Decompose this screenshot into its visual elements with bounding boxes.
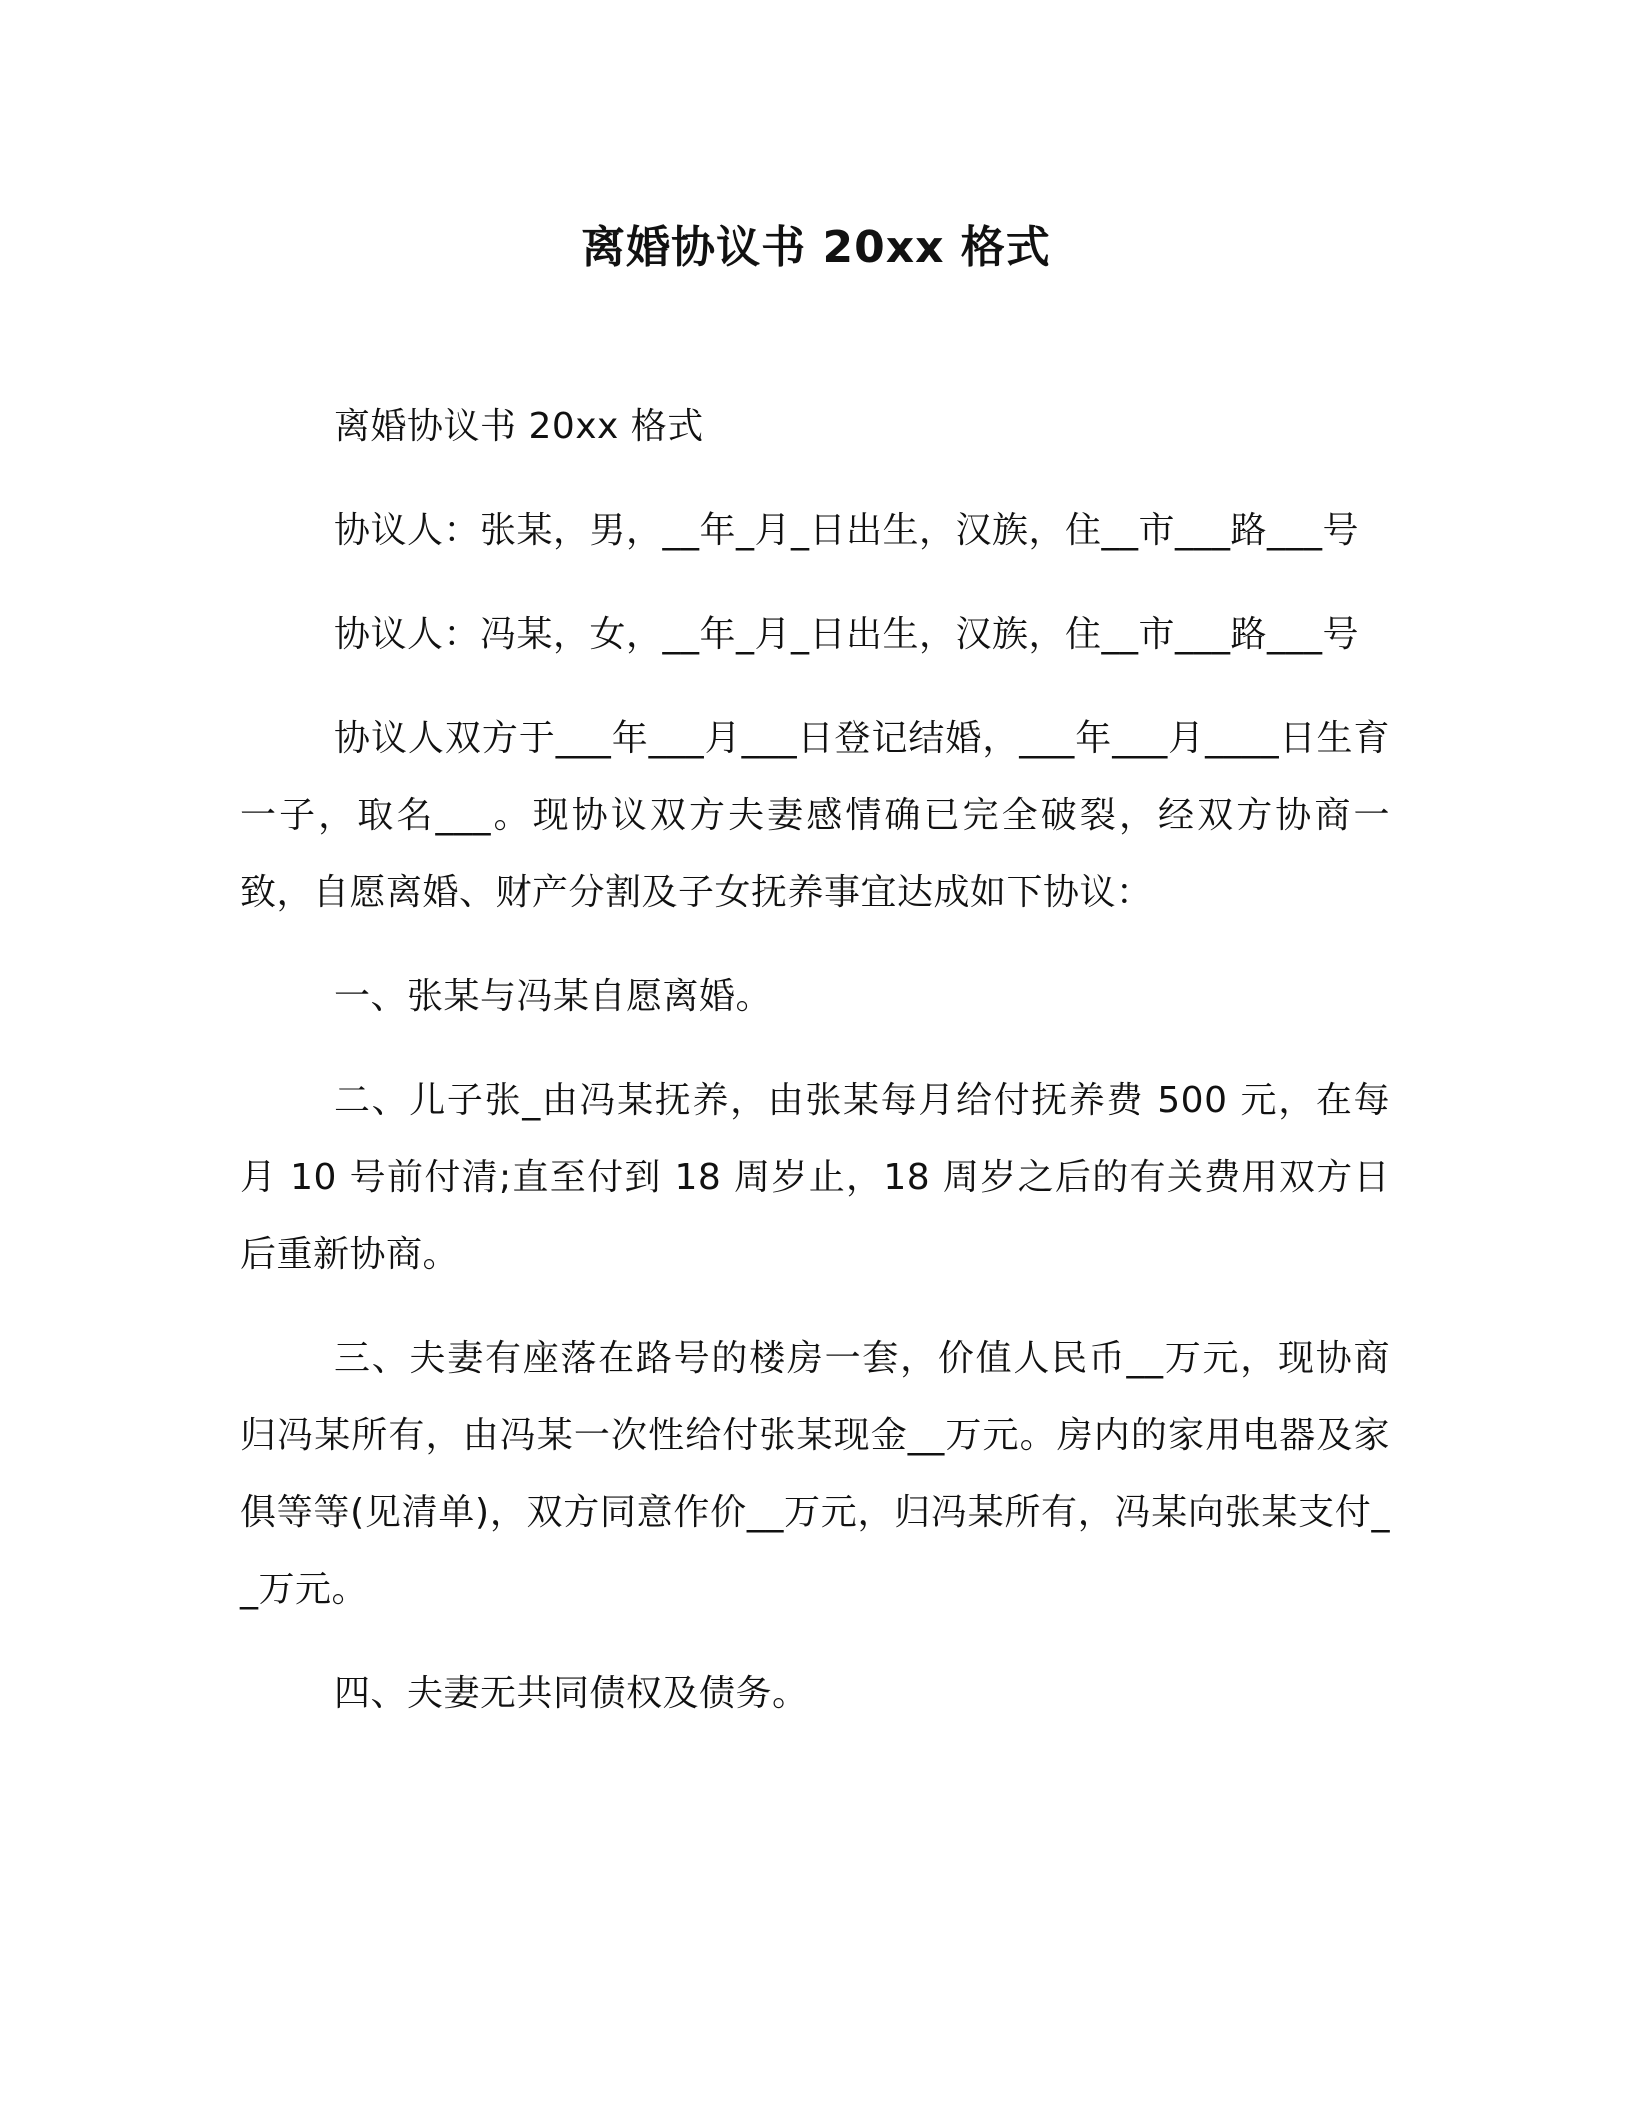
paragraph-subtitle: 离婚协议书 20xx 格式 xyxy=(334,406,704,447)
paragraph-clause-1: 一、张某与冯某自愿离婚。 xyxy=(334,976,773,1017)
paragraph-clause-2: 二、儿子张_由冯某抚养，由张某每月给付抚养费 500 元，在每月 10 号前付清;直至付到 18 周岁止，18 周岁之后的有关费用双方日后重新协商。 xyxy=(240,1080,1390,1275)
document-body xyxy=(240,388,1390,1759)
paragraph-clause-4: 四、夫妻无共同债权及债务。 xyxy=(334,1673,809,1714)
paragraph-preamble: 协议人双方于___年___月___日登记结婚，___年___月____日生育一子，取名___。现协议双方夫妻感情确已完全破裂，经双方协商一致，自愿离婚、财产分割及子女抚养事宜达成如下协议： xyxy=(240,718,1390,913)
paragraph-party-zhang: 协议人：张某，男，__年_月_日出生，汉族，住__市___路___号 xyxy=(334,510,1360,551)
paragraph-clause-3: 三、夫妻有座落在路号的楼房一套，价值人民币__万元，现协商归冯某所有，由冯某一次性给付张某现金__万元。房内的家用电器及家俱等等(见清单)，双方同意作价__万元，归冯某所有，冯某向张某支付__万元。 xyxy=(240,1338,1390,1610)
paragraph-party-feng: 协议人：冯某，女，__年_月_日出生，汉族，住__市___路___号 xyxy=(334,614,1360,655)
document-title: 离婚协议书 20xx 格式 xyxy=(581,222,1051,273)
